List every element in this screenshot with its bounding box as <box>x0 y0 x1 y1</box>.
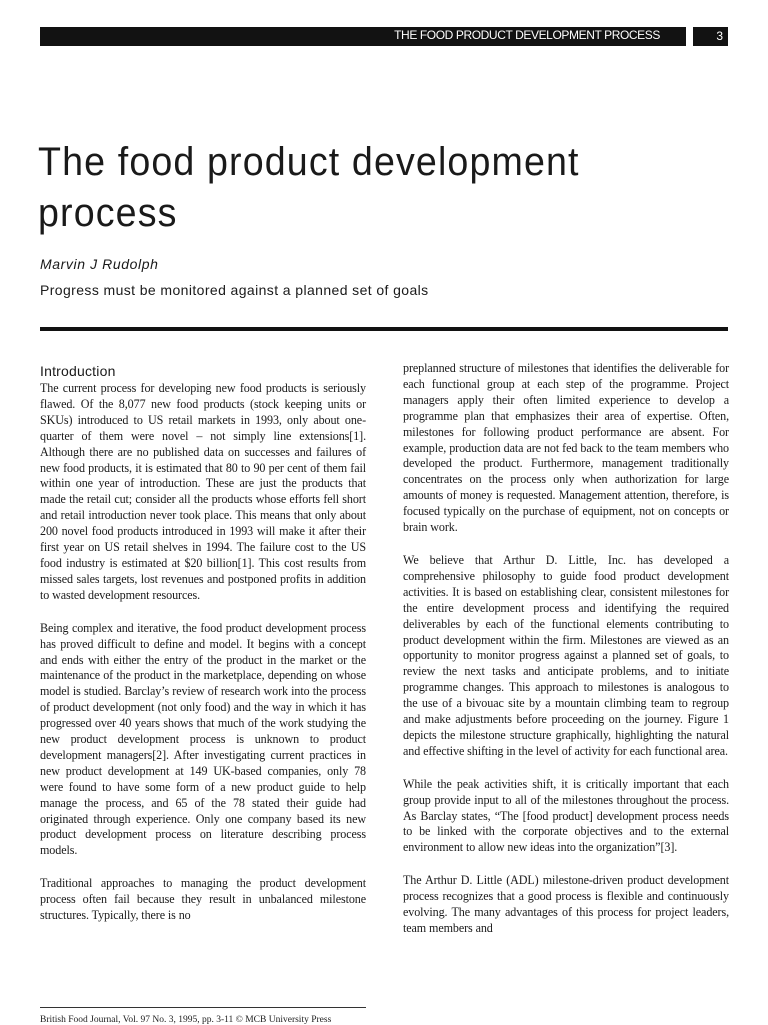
left-column <box>40 362 366 941</box>
paragraph: While the peak activities shift, it is critically important that each group provide input to all of the milestones throughout the process. As Barclay states, “The [food product] development process needs to be linked with the corporate objectives and to the external environment to allow new ideas into the organization”[3]. <box>403 776 729 855</box>
section-heading-introduction: Introduction <box>40 363 116 379</box>
page-number: 3 <box>693 27 728 46</box>
author-name: Marvin J Rudolph <box>40 256 159 272</box>
paragraph: Being complex and iterative, the food product development process has proved difficult to define and model. It begins with a concept and ends with either the entry of the product in the market or the maintenance of the product in the marketplace, depending on whose model is studied. Barclay’s review of research work into the process of product development (not only food) and the way in which it has progressed over 40 years shows that much of the work studying the new product development process is unknown to product development managers[2]. After investigating current practices in new product development at 149 UK-based companies, only 78 were found to have some form of a new product guide to help manage the process, and 65 of the 78 stated their guide had originated through experience. Only one company based its new product development process on literature describing process models. <box>40 620 366 858</box>
paragraph: Traditional approaches to managing the product development process often fail because they result in unbalanced milestone structures. Typically, there is no <box>40 876 366 923</box>
title-divider <box>40 327 728 331</box>
paragraph: The Arthur D. Little (ADL) milestone-driven product development process recognizes that a good process is flexible and continuously evolving. The many advantages of this process for project leaders, team members and <box>403 873 729 935</box>
article-subtitle: Progress must be monitored against a planned set of goals <box>40 282 429 298</box>
footer-divider <box>40 1007 366 1008</box>
running-head: THE FOOD PRODUCT DEVELOPMENT PROCESS <box>394 28 660 42</box>
paragraph: preplanned structure of milestones that identifies the deliverable for each functional group at each step of the programme. Project managers apply their often limited experience to develop a programme plan that emphasizes their area of expertise. Often, milestones for following product performance are absent. For example, production data are not fed back to the team members who developed the product. Furthermore, management traditionally concentrates on the process only when authorization for large amounts of money is requested. Management attention, therefore, is focused typically on the purchase of equipment, not on concepts or brain work. <box>403 361 729 535</box>
journal-citation: British Food Journal, Vol. 97 No. 3, 1995, pp. 3-11 © MCB University Press <box>40 1015 332 1025</box>
paragraph: The current process for developing new food products is seriously flawed. Of the 8,077 new food products (stock keeping units or SKUs) introduced to US retail markets in 1993, only about one-quarter of them were novel – not simply line extensions[1]. Although there are no published data on successes and failures of new food products, it is estimated that 80 to 90 per cent of them fail within one year of introduction. These are just the products that made the retail cut; consider all the products whose efforts fell short and retail introduction never took place. This means that only about 200 novel food products introduced in 1993 will make it after their first year on US retail shelves in 1994. The failure cost to the US food industry is estimated at $20 billion[1]. This cost results from missed sales targets, lost revenues and postponed profits in addition to wasted development resources. <box>40 381 366 602</box>
article-title: The food product development process <box>38 140 580 235</box>
running-head-bar <box>40 27 686 46</box>
paragraph: We believe that Arthur D. Little, Inc. has developed a comprehensive philosophy to guide food product development activities. It is based on establishing clear, consistent milestones for the entire development process and identifying the required deliverables by each of the functional elements contributing to product development within the firm. Milestones are viewed as an opportunity to monitor progress against a planned set of goals, to review the next tasks and anticipate problems, and to initiate programme changes. This approach to milestones is analogous to the use of a bivouac site by a mountain climbing team to regroup and make adjustments before proceeding on the journey. Figure 1 depicts the milestone structure graphically, highlighting the natural and effective shifting in the level of activity for each functional area. <box>403 552 729 758</box>
right-column <box>403 361 729 954</box>
